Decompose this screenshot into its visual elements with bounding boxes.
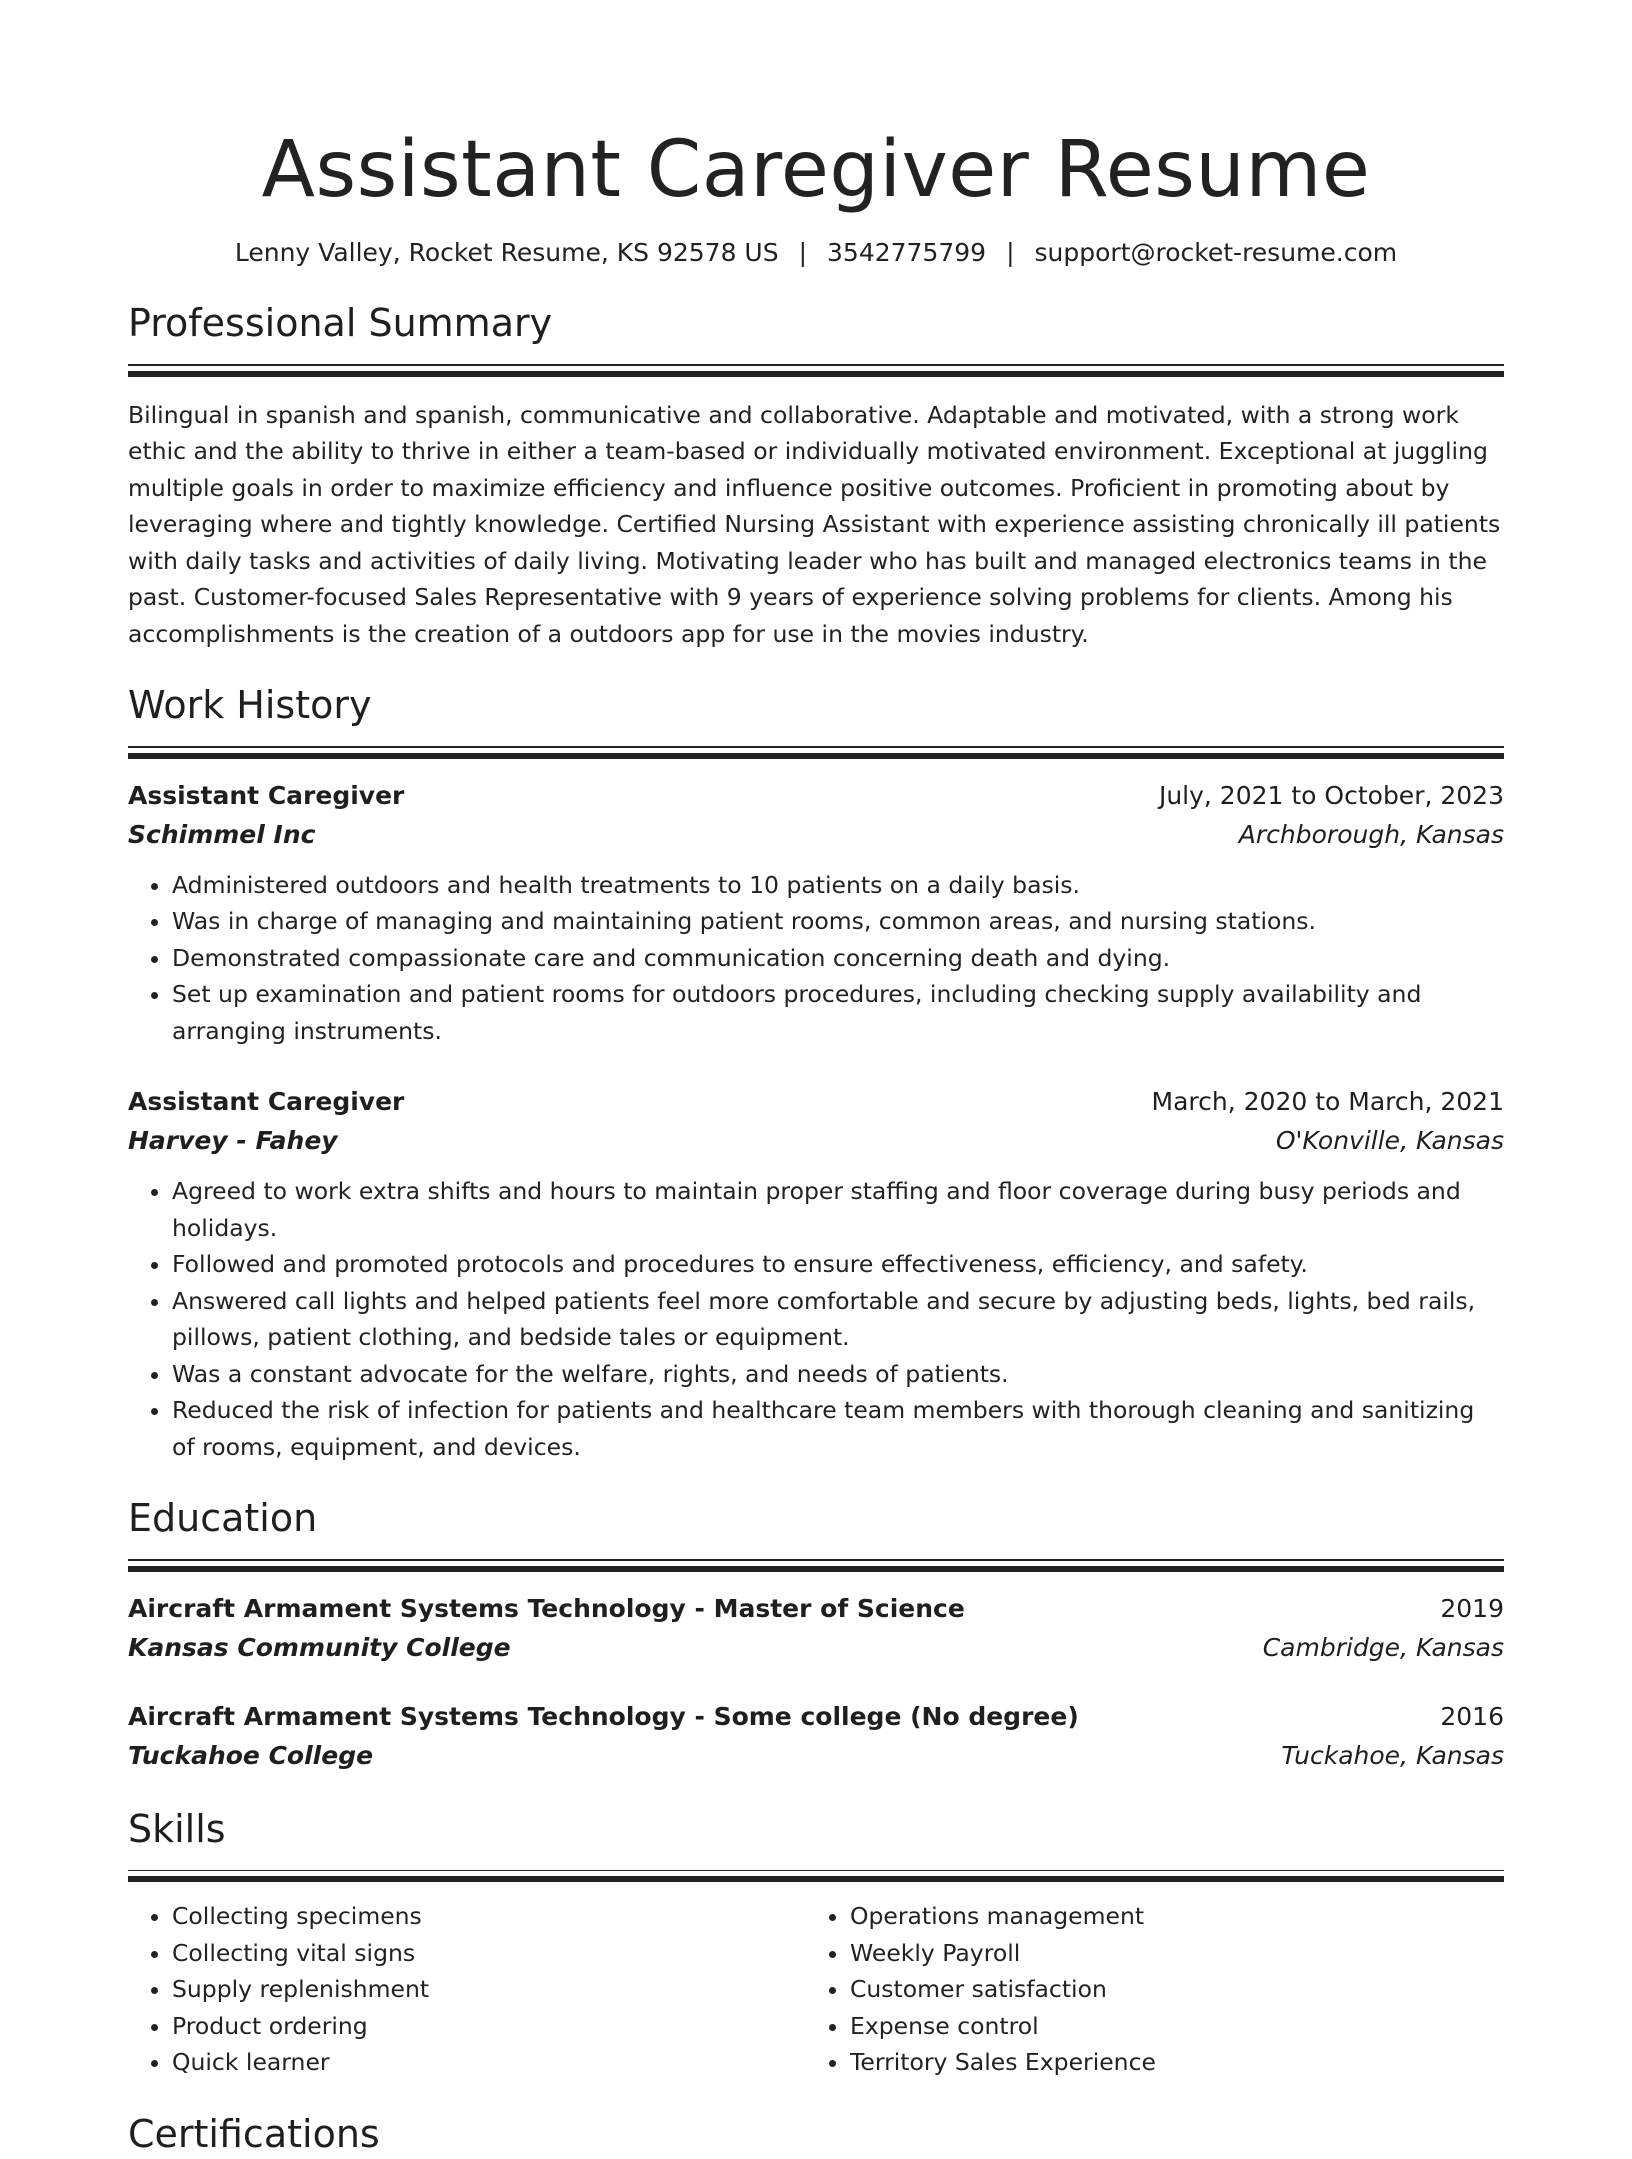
education-year: 2019 — [1440, 1593, 1504, 1623]
list-item: • Expense control — [850, 2008, 1490, 2045]
contact-email: support@rocket-resume.com — [1034, 238, 1398, 267]
section-divider-thick — [128, 1566, 1504, 1572]
contact-separator: | — [1006, 238, 1015, 267]
list-item: • Administered outdoors and health treatments to 10 patients on a daily basis. — [172, 867, 1504, 904]
summary-text: Bilingual in spanish and spanish, communicative and collaborative. Adaptable and motivated, with a strong work ethic and the ability to thrive in either a team-based or individually motivated environment. Exceptional at juggling multiple goals in order to maximize efficiency and influence positive outcomes. Proficient in promoting about by leveraging where and tightly knowledge. Certified Nursing Assistant with experience assisting chronically ill patients with daily tasks and activities of daily living. Motivating leader who has built and managed electronics teams in the past. Customer-focused Sales Representative with 9 years of experience solving problems for clients. Among his accomplishments is the creation of a outdoors app for use in the movies industry. — [128, 400, 1501, 648]
job-location: O'Konville, Kansas — [1275, 1126, 1504, 1155]
job-entry — [128, 777, 1504, 1050]
list-item: • Territory Sales Experience — [850, 2044, 1490, 2081]
list-item: • Followed and promoted protocols and procedures to ensure effectiveness, efficiency, and safety. — [172, 1246, 1504, 1283]
page-title: Assistant Caregiver Resume — [261, 125, 1371, 215]
resume-page — [128, 0, 1504, 2159]
list-item: • Answered call lights and helped patients feel more comfortable and secure by adjusting beds, lights, bed rails, pillows, patient clothing, and bedside tales or equipment. — [172, 1283, 1504, 1356]
contact-phone: 3542775799 — [827, 238, 987, 267]
section-divider-thick — [128, 1876, 1504, 1882]
certifications-heading: Certifications — [128, 2111, 380, 2156]
education-degree: Aircraft Armament Systems Technology - Some college (No degree) — [128, 1701, 1079, 1731]
job-dates: July, 2021 to October, 2023 — [1158, 780, 1504, 810]
list-item: • Was in charge of managing and maintaining patient rooms, common areas, and nursing stations. — [172, 903, 1504, 940]
job-dates: March, 2020 to March, 2021 — [1151, 1087, 1504, 1116]
list-item: • Agreed to work extra shifts and hours to maintain proper staffing and floor coverage during busy periods and holidays. — [172, 1173, 1504, 1246]
list-item: • Set up examination and patient rooms for outdoors procedures, including checking supply availability and arranging instruments. — [172, 976, 1504, 1049]
list-item: • Demonstrated compassionate care and communication concerning death and dying. — [172, 940, 1504, 977]
job-bullets — [128, 867, 1504, 1050]
education-heading: Education — [128, 1496, 318, 1540]
education-school: Kansas Community College — [128, 1632, 511, 1662]
list-item: • Quick learner — [172, 2044, 806, 2081]
list-item: • Collecting specimens — [172, 1898, 806, 1935]
list-item: • Was a constant advocate for the welfare, rights, and needs of patients. — [172, 1356, 1504, 1393]
section-divider — [128, 746, 1504, 748]
education-entry — [128, 1590, 1504, 1668]
list-item: • Collecting vital signs — [172, 1935, 806, 1972]
work-history-heading: Work History — [128, 683, 372, 727]
education-section — [128, 1493, 1504, 1776]
summary-section — [128, 298, 1504, 652]
section-divider — [128, 1559, 1504, 1561]
contact-separator: | — [798, 238, 808, 267]
job-bullets — [128, 1173, 1504, 1465]
summary-heading: Professional Summary — [128, 301, 553, 345]
job-company: Schimmel Inc — [128, 819, 316, 849]
section-divider-thick — [128, 371, 1504, 377]
section-divider — [128, 364, 1504, 366]
skills-section — [128, 1804, 1504, 2081]
job-location: Archborough, Kansas — [1238, 819, 1504, 849]
job-company: Harvey - Fahey — [128, 1126, 338, 1155]
skills-column-right — [806, 1898, 1490, 2081]
education-location: Cambridge, Kansas — [1262, 1632, 1504, 1662]
skills-column-left — [128, 1898, 806, 2081]
work-history-section — [128, 680, 1504, 1465]
education-year: 2016 — [1440, 1701, 1504, 1731]
contact-line — [128, 236, 1504, 270]
list-item: • Operations management — [850, 1898, 1490, 1935]
list-item: • Reduced the risk of infection for patients and healthcare team members with thorough cleaning and sanitizing of rooms, equipment, and devices. — [172, 1392, 1504, 1465]
list-item: • Product ordering — [172, 2008, 806, 2045]
education-entry — [128, 1698, 1504, 1776]
job-entry — [128, 1083, 1504, 1465]
list-item: • Supply replenishment — [172, 1971, 806, 2008]
list-item: • Customer satisfaction — [850, 1971, 1490, 2008]
section-divider — [128, 1870, 1504, 1872]
contact-address: Lenny Valley, Rocket Resume, KS 92578 US — [234, 238, 779, 267]
job-title: Assistant Caregiver — [128, 780, 405, 810]
job-title: Assistant Caregiver — [128, 1087, 405, 1116]
education-degree: Aircraft Armament Systems Technology - Master of Science — [128, 1593, 965, 1623]
section-divider-thick — [128, 753, 1504, 759]
skills-heading: Skills — [128, 1806, 226, 1851]
education-school: Tuckahoe College — [128, 1740, 374, 1770]
skills-list — [128, 1898, 1504, 2081]
list-item: • Weekly Payroll — [850, 1935, 1490, 1972]
education-location: Tuckahoe, Kansas — [1281, 1740, 1504, 1770]
certifications-section — [128, 2109, 1504, 2159]
